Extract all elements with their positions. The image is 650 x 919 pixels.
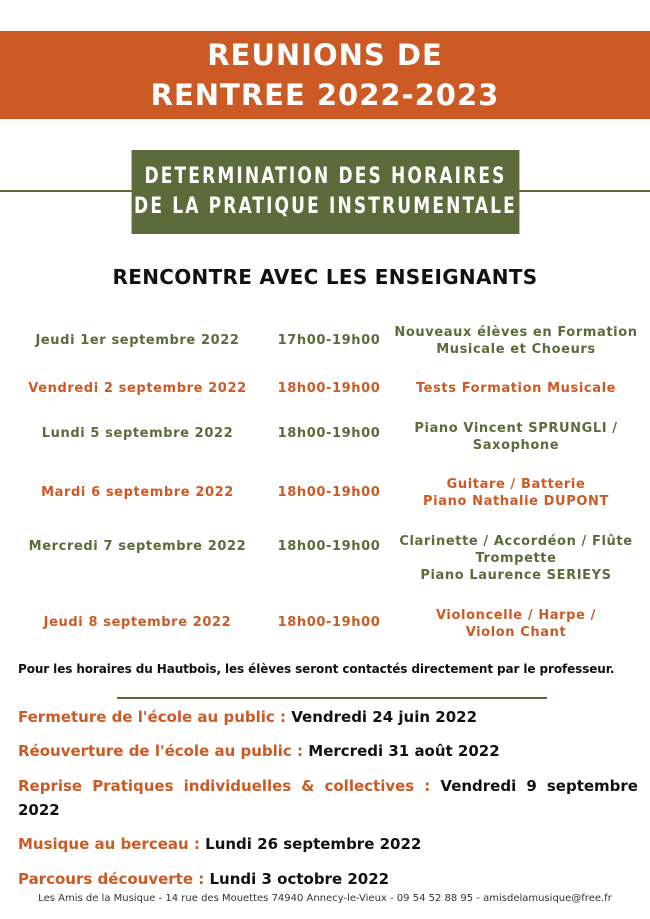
title-line-2: RENTREE 2022-2023 [150,78,500,112]
schedule-date: Lundi 5 septembre 2022 [41,426,234,441]
info-label: Reprise Pratiques individuelles & collectives : [18,777,431,795]
schedule-desc-line: Violoncelle / Harpe / [436,608,596,623]
info-value: Lundi 26 septembre 2022 [205,835,422,853]
schedule-time: 18h00-19h00 [277,615,381,630]
info-line [18,832,638,856]
info-line [18,739,638,763]
info-line [18,705,638,729]
info-label: Réouverture de l'école au public : [18,742,304,760]
info-value: Mercredi 31 août 2022 [308,742,500,760]
schedule-desc [388,420,644,454]
heading-line-2: DE LA PRATIQUE INSTRUMENTALE [134,194,517,219]
schedule-row [0,420,650,480]
schedule-time: 18h00-19h00 [277,539,381,554]
info-value: Vendredi 24 juin 2022 [291,708,478,726]
schedule-time: 18h00-19h00 [277,381,381,396]
schedule-desc-line: Piano Nathalie DUPONT [423,494,609,509]
schedule-row [0,607,650,667]
schedule-row [0,476,650,536]
schedule-desc-line: Violon Chant [465,625,567,640]
schedule-desc [388,380,644,397]
heading-line-1: DETERMINATION DES HORAIRES [144,164,507,189]
heading-box [132,150,520,234]
info-value: Vendredi 9 septembre 2022 [18,777,638,819]
schedule-date: Mercredi 7 septembre 2022 [28,539,247,554]
schedule-time: 18h00-19h00 [277,485,381,500]
schedule-desc [388,533,644,584]
schedule-desc-line: Trompette [475,551,557,566]
schedule-desc-line: Guitare / Batterie [446,477,586,492]
footer-contact: Les Amis de la Musique - 14 rue des Mouettes 74940 Annecy-le-Vieux - 09 54 52 88 95 - amisdelamusique@free.fr [38,893,612,904]
info-value: Lundi 3 octobre 2022 [209,870,390,888]
title-banner [0,31,650,119]
schedule-desc-line: Piano Laurence SERIEYS [420,568,612,583]
schedule-row [0,324,650,384]
schedule-desc [388,607,644,641]
schedule-desc [388,324,644,358]
schedule-date: Mardi 6 septembre 2022 [41,485,234,500]
schedule-date: Jeudi 1er septembre 2022 [35,333,240,348]
schedule-desc-line: Tests Formation Musicale [415,381,617,396]
info-line [18,774,638,822]
schedule-desc-line: Musicale et Choeurs [436,342,596,357]
schedule-time: 18h00-19h00 [277,426,381,441]
title-line-1: REUNIONS DE [207,38,443,72]
info-line [18,867,638,891]
schedule-desc [388,476,644,510]
schedule-date: Vendredi 2 septembre 2022 [28,381,247,396]
info-label: Musique au berceau : [18,835,200,853]
schedule-desc-line: Nouveaux élèves en Formation [394,325,638,340]
schedule-row [0,533,650,593]
schedule-desc-line: Clarinette / Accordéon / Flûte [399,534,633,549]
schedule-date: Jeudi 8 septembre 2022 [43,615,232,630]
divider [117,697,547,699]
hautbois-note: Pour les horaires du Hautbois, les élèves seront contactés directement par le professeur. [18,662,615,676]
info-label: Parcours découverte : [18,870,205,888]
info-label: Fermeture de l'école au public : [18,708,287,726]
section-title: RENCONTRE AVEC LES ENSEIGNANTS [112,265,538,289]
schedule-desc-line: Saxophone [472,438,560,453]
schedule-desc-line: Piano Vincent SPRUNGLI / [414,421,618,436]
schedule-time: 17h00-19h00 [277,333,381,348]
